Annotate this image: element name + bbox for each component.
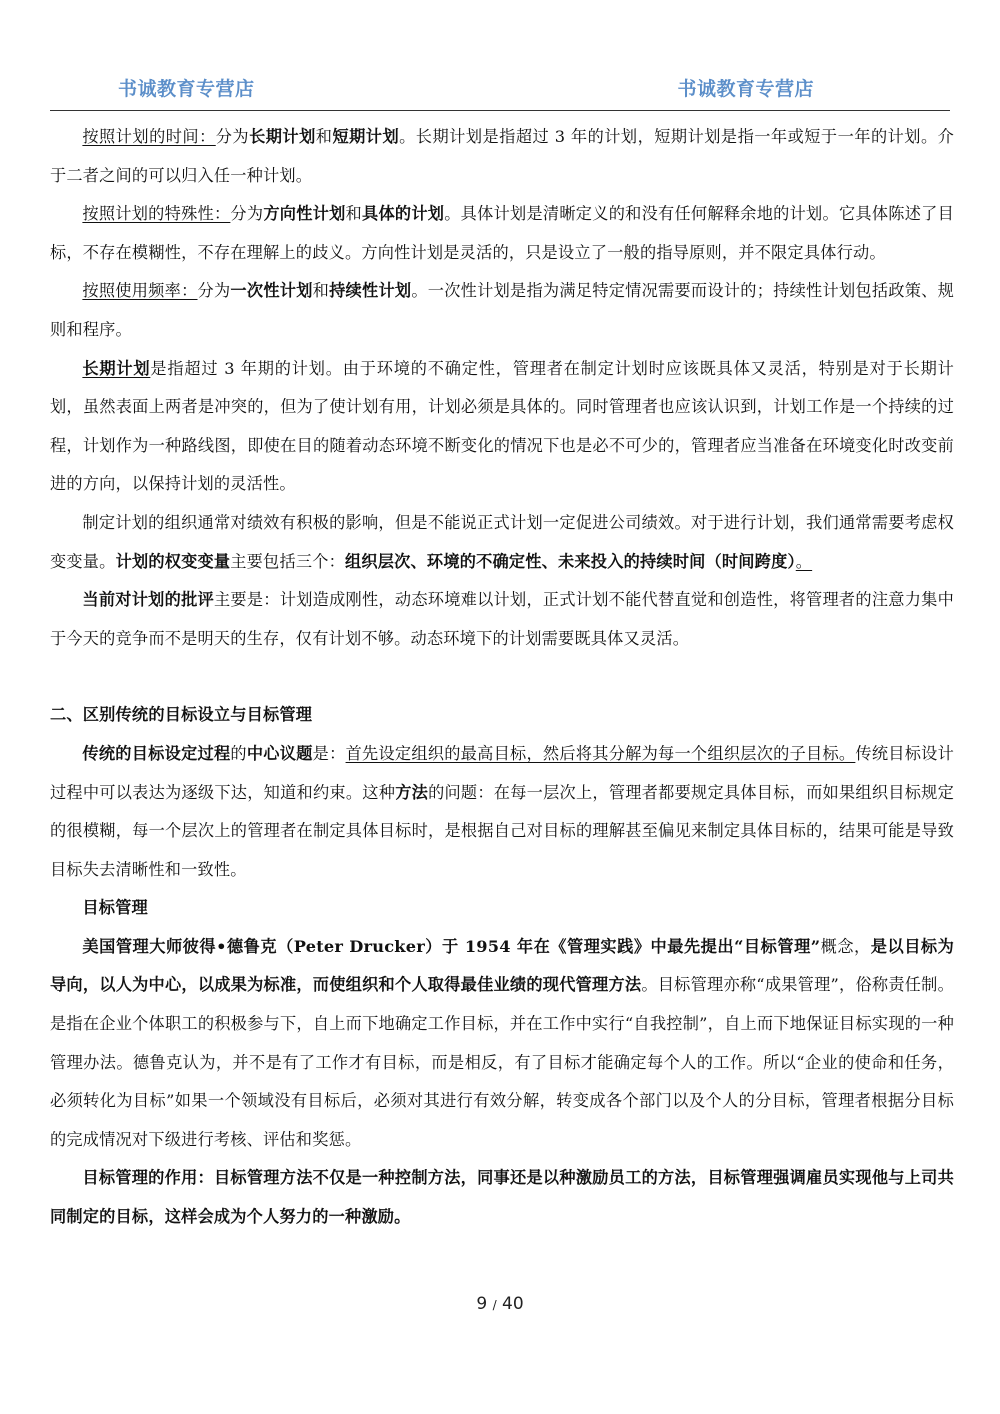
text: 的问题：在每一层次上，管理者都要规定具体目标，而如果组织目标规定的很模糊，每一个层次上的管理者在制定具体目标时，是根据自己对目标的理解甚至偏见来制定具体目标的，结果可能是导致目标失去清晰性和一致性。 <box>50 782 954 879</box>
text: 是： <box>312 743 346 763</box>
text: 是指超过 3 年期的计划。由于环境的不确定性，管理者在制定计划时应该既具体又灵活，特别是对于长期计划，虽然表面上两者是冲突的，但为了使计划有用，计划必须是具体的。同时管理者也应该认识到，计划工作是一个持续的过程，计划作为一种路线图，即使在目的随着动态环境不断变化的情况下也是必不可少的，管理者应当准备在环境变化时改变前进的方向，以保持计划的灵活性。 <box>50 358 954 494</box>
section-heading: 二、区别传统的目标设立与目标管理 <box>50 705 313 725</box>
total-pages: 40 <box>502 1294 524 1314</box>
bold-term: 中心议题 <box>246 743 313 763</box>
bold-term: 计划的权变变量 <box>115 551 231 571</box>
text: 制定计划的组织通常对绩效有积极的影响，但是不能说正式计划一定促进公司绩效。对于进行计划，我们通常需要考虑权变变量。 <box>50 512 954 571</box>
bold-term: 一次性计划 <box>230 281 313 301</box>
text: 和 <box>345 204 362 224</box>
bold-term: 传统的目标设定过程 <box>82 743 231 763</box>
header-brand-left: 书诚教育专营店 <box>118 78 255 100</box>
text: 。目标管理亦称“成果管理”，俗称责任制。是指在企业个体职工的积极参与下，自上而下地确定工作目标，并在工作中实行“自我控制”，自上而下地保证目标实现的一种管理办法。德鲁克认为，并不是有了工作才有目标，而是相反，有了目标才能确定每个人的工作。所以“企业的使命和任务，必须转化为目标”如果一个领域没有目标后，必须对其进行有效分解，转变成各个部门以及个人的分目标，管理者根据分目标的完成情况对下级进行考核、评估和奖惩。 <box>50 975 954 1149</box>
page-number <box>0 1294 1000 1314</box>
text: 。一次性计划是指为满足特定情况需要而设计的；持续性计划包括政策、规则和程序。 <box>50 281 955 339</box>
paragraph-planning-criticism <box>50 581 954 658</box>
text: 。具体计划是清晰定义的和没有任何解释余地的计划。它具体陈述了目标，不存在模糊性，不存在理解上的歧义。方向性计划是灵活的，只是设立了一般的指导原则，并不限定具体行动。 <box>50 204 955 262</box>
paragraph-contingency-variables <box>50 504 954 581</box>
header-brand-right: 书诚教育专营店 <box>677 78 814 100</box>
paragraph-plan-by-time <box>50 118 954 195</box>
subheading-mbo: 目标管理 <box>82 898 148 918</box>
paragraph-traditional-goal-setting <box>50 735 954 889</box>
underlined-punctuation: 。 <box>795 551 813 571</box>
paragraph-plan-by-frequency <box>50 272 954 349</box>
bold-underlined-term: 长期计划 <box>82 358 151 378</box>
bold-sentence: 是以目标为导向，以人为中心，以成果为标准，而使组织和个人取得最佳业绩的现代管理方法 <box>50 936 954 995</box>
text: 传统目标设计过程中可以表达为逐级下达，知道和约束。这种 <box>50 743 955 802</box>
bold-term: 当前对计划的批评 <box>82 590 214 610</box>
text: 分为 <box>230 204 264 224</box>
text: 和 <box>315 127 333 146</box>
document-body <box>50 118 954 1237</box>
bold-term: 持续性计划 <box>329 281 412 301</box>
bold-term: 具体的计划 <box>362 204 445 224</box>
current-page: 9 <box>476 1294 488 1314</box>
bold-term: 短期计划 <box>332 127 400 146</box>
paragraph-mbo-definition <box>50 928 954 1160</box>
underlined-sentence: 首先设定组织的最高目标，然后将其分解为每一个组织层次的子目标。 <box>345 743 856 763</box>
bold-term: 方向性计划 <box>263 204 346 224</box>
text: 主要包括三个： <box>230 551 345 571</box>
bold-paragraph: 目标管理的作用：目标管理方法不仅是一种控制方法，同事还是以种激励员工的方法，目标管理强调雇员实现他与上司共同制定的目标，这样会成为个人努力的一种激励。 <box>50 1168 954 1227</box>
bold-term: 方法 <box>395 782 429 802</box>
text: 的 <box>230 743 247 763</box>
paragraph-mbo-function <box>50 1159 954 1236</box>
underlined-term: 按照使用频率： <box>82 281 198 301</box>
bold-sentence: 美国管理大师彼得•德鲁克（Peter Drucker）于 1954 年在《管理实践》中最先提出“目标管理” <box>82 936 821 956</box>
text: 分为 <box>215 127 250 146</box>
page-separator: / <box>492 1298 497 1312</box>
page-header <box>50 70 950 111</box>
bold-term: 组织层次、环境的不确定性、未来投入的持续时间（时间跨度） <box>345 551 796 571</box>
paragraph-plan-by-specificity <box>50 195 954 272</box>
bold-term: 长期计划 <box>249 127 316 146</box>
underlined-term: 按照计划的时间： <box>82 127 216 146</box>
underlined-term: 按照计划的特殊性： <box>82 204 231 224</box>
blank-line <box>50 658 954 696</box>
text: 和 <box>312 281 330 301</box>
text: 主要是：计划造成刚性，动态环境难以计划，正式计划不能代替直觉和创造性，将管理者的注意力集中于今天的竞争而不是明天的生存，仅有计划不够。动态环境下的计划需要既具体又灵活。 <box>50 590 954 648</box>
text: 分为 <box>197 281 231 301</box>
text: 概念， <box>820 936 871 956</box>
paragraph-long-term-plan <box>50 350 954 504</box>
text: 。长期计划是指超过 3 年的计划，短期计划是指一年或短于一年的计划。介于二者之间的可以归入任一种计划。 <box>50 127 954 185</box>
